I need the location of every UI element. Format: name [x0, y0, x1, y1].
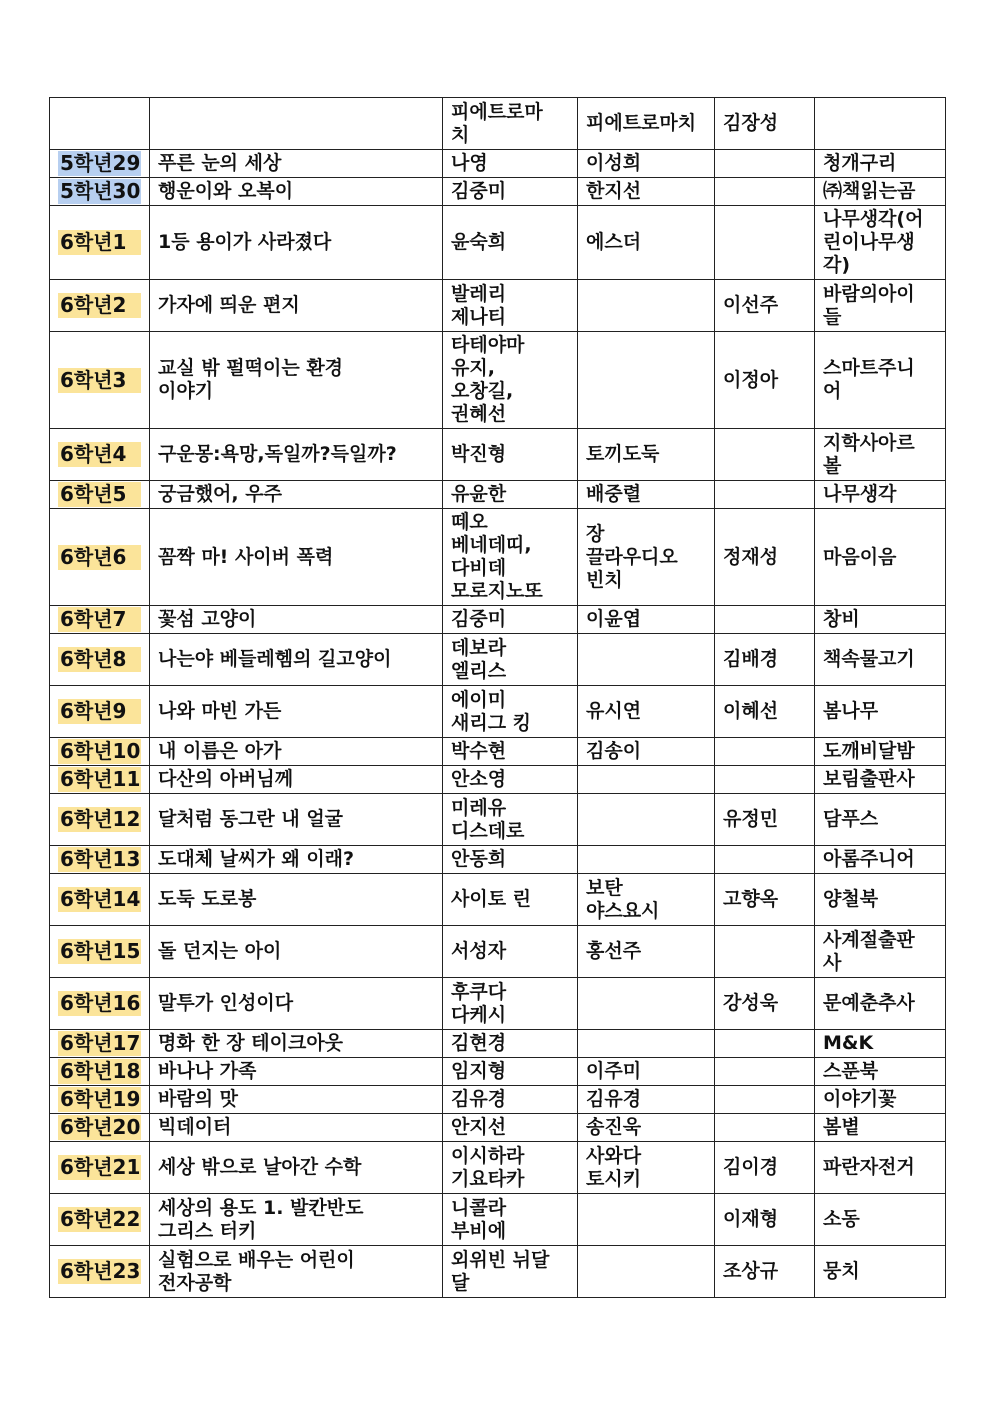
illustrator-cell: 이주미: [578, 1058, 715, 1086]
table-row: [50, 150, 946, 178]
illustrator-cell: 토끼도둑: [578, 429, 715, 481]
illustrator-cell: 에스더: [578, 206, 715, 280]
illustrator-cell: 이성희: [578, 150, 715, 178]
grade-cell: [50, 1142, 150, 1194]
table-row: [50, 1194, 946, 1246]
grade-cell: [50, 150, 150, 178]
author-cell: 유윤한: [443, 481, 578, 509]
table-row: [50, 280, 946, 332]
grade-cell: [50, 874, 150, 926]
illustrator-cell: 유시연: [578, 686, 715, 738]
grade-label: 6학년21: [60, 1155, 141, 1179]
book-title-cell: 궁금했어, 우주: [150, 481, 443, 509]
table-row: [50, 1030, 946, 1058]
book-list-table: [49, 97, 946, 1298]
grade-label: 6학년4: [58, 442, 141, 467]
grade-cell: [50, 926, 150, 978]
grade-label: 6학년7: [58, 607, 141, 632]
publisher-cell: 창비: [815, 606, 946, 634]
book-title-cell: 명화 한 장 테이크아웃: [150, 1030, 443, 1058]
book-title-cell: 행운이와 오복이: [150, 178, 443, 206]
illustrator-cell: [578, 846, 715, 874]
table-row: [50, 429, 946, 481]
publisher-cell: 봄볕: [815, 1114, 946, 1142]
grade-cell: [50, 429, 150, 481]
grade-cell: [50, 766, 150, 794]
grade-label: 6학년11: [60, 767, 141, 791]
book-title-cell: [150, 98, 443, 150]
publisher-cell: 도깨비달밤: [815, 738, 946, 766]
table-row: [50, 978, 946, 1030]
illustrator-cell: [578, 1246, 715, 1298]
table-row: [50, 1246, 946, 1298]
translator-cell: 고향옥: [715, 874, 815, 926]
grade-label: 6학년16: [60, 991, 141, 1015]
table-row: [50, 178, 946, 206]
grade-label: [58, 123, 141, 125]
table-row: [50, 766, 946, 794]
grade-cell: [50, 1246, 150, 1298]
translator-cell: 정재성: [715, 509, 815, 606]
illustrator-cell: 한지선: [578, 178, 715, 206]
translator-cell: 김장성: [715, 98, 815, 150]
grade-cell: [50, 178, 150, 206]
grade-cell: [50, 794, 150, 846]
translator-cell: [715, 178, 815, 206]
author-cell: 발레리 제나티: [443, 280, 578, 332]
author-cell: 타테야마 유지, 오창길, 권혜선: [443, 332, 578, 429]
translator-cell: 이혜선: [715, 686, 815, 738]
grade-cell: [50, 481, 150, 509]
grade-label: 5학년30: [60, 179, 141, 203]
translator-cell: [715, 846, 815, 874]
translator-cell: 김배경: [715, 634, 815, 686]
book-title-cell: 달처럼 동그란 내 얼굴: [150, 794, 443, 846]
table-row: [50, 738, 946, 766]
grade-label: 6학년8: [58, 647, 141, 672]
book-title-cell: 교실 밖 펄떡이는 환경 이야기: [150, 332, 443, 429]
publisher-cell: 나무생각: [815, 481, 946, 509]
book-title-cell: 도대체 날씨가 왜 이래?: [150, 846, 443, 874]
author-cell: 박진형: [443, 429, 578, 481]
grade-cell: [50, 1086, 150, 1114]
grade-cell: [50, 978, 150, 1030]
publisher-cell: 사계절출판 사: [815, 926, 946, 978]
translator-cell: [715, 1086, 815, 1114]
author-cell: 나영: [443, 150, 578, 178]
table-row: [50, 874, 946, 926]
author-cell: 이시하라 기요타카: [443, 1142, 578, 1194]
publisher-cell: 바람의아이 들: [815, 280, 946, 332]
grade-label: 6학년6: [58, 545, 141, 570]
translator-cell: [715, 429, 815, 481]
author-cell: 서성자: [443, 926, 578, 978]
grade-label: 5학년29: [60, 151, 141, 175]
translator-cell: [715, 206, 815, 280]
author-cell: 김중미: [443, 606, 578, 634]
grade-cell: [50, 634, 150, 686]
grade-label: 6학년2: [58, 293, 141, 318]
book-title-cell: 돌 던지는 아이: [150, 926, 443, 978]
author-cell: 후쿠다 다케시: [443, 978, 578, 1030]
illustrator-cell: [578, 978, 715, 1030]
publisher-cell: 소동: [815, 1194, 946, 1246]
publisher-cell: 청개구리: [815, 150, 946, 178]
translator-cell: 유정민: [715, 794, 815, 846]
table-row: [50, 634, 946, 686]
grade-label: 6학년14: [60, 887, 141, 911]
author-cell: 김현경: [443, 1030, 578, 1058]
publisher-cell: 양철북: [815, 874, 946, 926]
book-list-body: [50, 98, 946, 1298]
table-row: [50, 1086, 946, 1114]
book-title-cell: 다산의 아버님께: [150, 766, 443, 794]
illustrator-cell: 피에트로마치: [578, 98, 715, 150]
translator-cell: 조상규: [715, 1246, 815, 1298]
author-cell: 떼오 베네데띠, 다비데 모로지노또: [443, 509, 578, 606]
translator-cell: 김이경: [715, 1142, 815, 1194]
book-title-cell: 꼼짝 마! 사이버 폭력: [150, 509, 443, 606]
grade-cell: [50, 332, 150, 429]
translator-cell: [715, 150, 815, 178]
grade-label: 6학년1: [58, 230, 141, 255]
illustrator-cell: [578, 634, 715, 686]
translator-cell: 이재형: [715, 1194, 815, 1246]
publisher-cell: 책속물고기: [815, 634, 946, 686]
publisher-cell: 마음이음: [815, 509, 946, 606]
book-title-cell: 세상의 용도 1. 발칸반도 그리스 터키: [150, 1194, 443, 1246]
grade-label: 6학년15: [60, 939, 141, 963]
publisher-cell: 파란자전거: [815, 1142, 946, 1194]
grade-cell: [50, 280, 150, 332]
translator-cell: [715, 1030, 815, 1058]
book-title-cell: 빅데이터: [150, 1114, 443, 1142]
translator-cell: 이정아: [715, 332, 815, 429]
publisher-cell: 봄나무: [815, 686, 946, 738]
illustrator-cell: [578, 1194, 715, 1246]
author-cell: 니콜라 부비에: [443, 1194, 578, 1246]
grade-label: 6학년9: [58, 699, 141, 724]
book-title-cell: 세상 밖으로 날아간 수학: [150, 1142, 443, 1194]
book-title-cell: 나는야 베들레헴의 길고양이: [150, 634, 443, 686]
publisher-cell: 문예춘추사: [815, 978, 946, 1030]
grade-label: 6학년3: [58, 368, 141, 393]
translator-cell: [715, 766, 815, 794]
grade-cell: [50, 846, 150, 874]
author-cell: 피에트로마 치: [443, 98, 578, 150]
illustrator-cell: [578, 1030, 715, 1058]
grade-cell: [50, 206, 150, 280]
illustrator-cell: 이윤엽: [578, 606, 715, 634]
illustrator-cell: 김송이: [578, 738, 715, 766]
translator-cell: 강성욱: [715, 978, 815, 1030]
author-cell: 김중미: [443, 178, 578, 206]
publisher-cell: ㈜책읽는곰: [815, 178, 946, 206]
book-title-cell: 꽃섬 고양이: [150, 606, 443, 634]
author-cell: 안소영: [443, 766, 578, 794]
author-cell: 임지형: [443, 1058, 578, 1086]
illustrator-cell: 송진욱: [578, 1114, 715, 1142]
author-cell: 에이미 새리그 킹: [443, 686, 578, 738]
publisher-cell: 담푸스: [815, 794, 946, 846]
table-row: [50, 686, 946, 738]
illustrator-cell: 김유경: [578, 1086, 715, 1114]
illustrator-cell: [578, 766, 715, 794]
table-row: [50, 1114, 946, 1142]
author-cell: 외위빈 뉘달 달: [443, 1246, 578, 1298]
grade-cell: [50, 1194, 150, 1246]
illustrator-cell: 보탄 야스요시: [578, 874, 715, 926]
publisher-cell: [815, 98, 946, 150]
author-cell: 김유경: [443, 1086, 578, 1114]
translator-cell: [715, 1114, 815, 1142]
table-row: [50, 606, 946, 634]
grade-cell: [50, 1058, 150, 1086]
grade-cell: [50, 98, 150, 150]
illustrator-cell: [578, 332, 715, 429]
grade-cell: [50, 686, 150, 738]
translator-cell: [715, 738, 815, 766]
book-title-cell: 구운몽:욕망,독일까?득일까?: [150, 429, 443, 481]
grade-label: 6학년20: [60, 1115, 141, 1139]
book-title-cell: 도둑 도로봉: [150, 874, 443, 926]
book-title-cell: 나와 마빈 가든: [150, 686, 443, 738]
illustrator-cell: 배중렬: [578, 481, 715, 509]
author-cell: 안동희: [443, 846, 578, 874]
table-row: [50, 1058, 946, 1086]
author-cell: 안지선: [443, 1114, 578, 1142]
grade-label: 6학년10: [60, 739, 141, 763]
publisher-cell: M&K: [815, 1030, 946, 1058]
translator-cell: 이선주: [715, 280, 815, 332]
book-title-cell: 바람의 맛: [150, 1086, 443, 1114]
illustrator-cell: [578, 794, 715, 846]
author-cell: 미레유 디스데로: [443, 794, 578, 846]
table-row: [50, 481, 946, 509]
author-cell: 박수현: [443, 738, 578, 766]
grade-label: 6학년12: [60, 807, 141, 831]
book-title-cell: 말투가 인성이다: [150, 978, 443, 1030]
table-row: [50, 206, 946, 280]
table-row: [50, 926, 946, 978]
table-row: [50, 794, 946, 846]
book-title-cell: 실험으로 배우는 어린이 전자공학: [150, 1246, 443, 1298]
translator-cell: [715, 1058, 815, 1086]
grade-cell: [50, 606, 150, 634]
author-cell: 윤숙희: [443, 206, 578, 280]
grade-label: 6학년13: [60, 847, 141, 871]
table-row: [50, 509, 946, 606]
book-title-cell: 내 이름은 아가: [150, 738, 443, 766]
book-title-cell: 바나나 가족: [150, 1058, 443, 1086]
grade-label: 6학년17: [60, 1031, 141, 1055]
publisher-cell: 뭉치: [815, 1246, 946, 1298]
table-row: [50, 1142, 946, 1194]
grade-cell: [50, 1030, 150, 1058]
grade-cell: [50, 1114, 150, 1142]
book-title-cell: 가자에 띄운 편지: [150, 280, 443, 332]
author-cell: 데보라 엘리스: [443, 634, 578, 686]
grade-label: 6학년18: [60, 1059, 141, 1083]
translator-cell: [715, 606, 815, 634]
publisher-cell: 나무생각(어 린이나무생 각): [815, 206, 946, 280]
grade-label: 6학년22: [60, 1207, 141, 1231]
illustrator-cell: [578, 280, 715, 332]
translator-cell: [715, 926, 815, 978]
translator-cell: [715, 481, 815, 509]
illustrator-cell: 홍선주: [578, 926, 715, 978]
publisher-cell: 아롬주니어: [815, 846, 946, 874]
grade-label: 6학년23: [60, 1259, 141, 1283]
illustrator-cell: 사와다 토시키: [578, 1142, 715, 1194]
grade-cell: [50, 509, 150, 606]
table-row: [50, 332, 946, 429]
grade-label: 6학년19: [60, 1087, 141, 1111]
grade-label: 6학년5: [58, 482, 141, 507]
table-row: [50, 98, 946, 150]
publisher-cell: 보림출판사: [815, 766, 946, 794]
book-title-cell: 푸른 눈의 세상: [150, 150, 443, 178]
illustrator-cell: 장 끌라우디오 빈치: [578, 509, 715, 606]
book-title-cell: 1등 용이가 사라졌다: [150, 206, 443, 280]
publisher-cell: 지학사아르 볼: [815, 429, 946, 481]
author-cell: 사이토 린: [443, 874, 578, 926]
grade-cell: [50, 738, 150, 766]
table-row: [50, 846, 946, 874]
publisher-cell: 스푼북: [815, 1058, 946, 1086]
publisher-cell: 이야기꽃: [815, 1086, 946, 1114]
publisher-cell: 스마트주니 어: [815, 332, 946, 429]
